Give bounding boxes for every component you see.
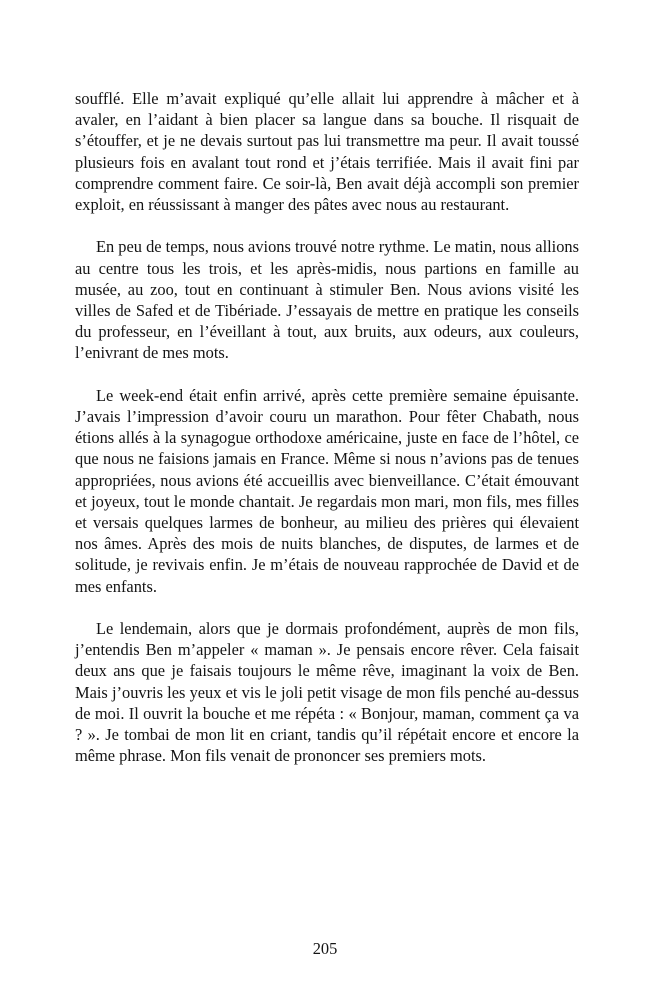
paragraph-4: Le lendemain, alors que je dormais profondément, auprès de mon fils, j’entendis Ben m’appeler « maman ». Je pensais encore rêver. Cela faisait deux ans que je faisais toujours le même rêve, imaginant la voix de Ben. Mais j’ouvris les yeux et vis le joli petit visage de mon fils penché au-dessus de moi. Il ouvrit la bouche et me répéta : « Bonjour, maman, comment ça va ? ». Je tombai de mon lit en criant, tandis qu’il répétait encore et encore la même phrase. Mon fils venait de prononcer ses premiers mots. [75, 619, 579, 766]
body-text [75, 88, 579, 788]
page-number: 205 [312, 939, 338, 958]
paragraph-3: Le week-end était enfin arrivé, après cette première semaine épuisante. J’avais l’impression d’avoir couru un marathon. Pour fêter Chabath, nous étions allés à la synagogue orthodoxe américaine, juste en face de l’hôtel, ce que nous ne faisions jamais en France. Même si nous n’avions pas de tenues appropriées, nous avions été accueillis avec bienveillance. C’était émouvant et joyeux, tout le monde chantait. Je regardais mon mari, mon fils, mes filles et versais quelques larmes de bonheur, au milieu des prières qui élevaient nos âmes. Après des mois de nuits blanches, de disputes, de larmes et de solitude, je revivais enfin. Je m’étais de nouveau rapprochée de David et de mes enfants. [75, 385, 579, 596]
paragraph-1: soufflé. Elle m’avait expliqué qu’elle allait lui apprendre à mâcher et à avaler, en l’aidant à bien placer sa langue dans sa bouche. Il risquait de s’étouffer, et je ne devais surtout pas lui transmettre ma peur. Il avait toussé plusieurs fois en avalant tout rond et j’étais terrifiée. Mais il avait fini par comprendre comment faire. Ce soir-là, Ben avait déjà accompli son premier exploit, en réussissant à manger des pâtes avec nous au restaurant. [75, 89, 579, 215]
paragraph-2: En peu de temps, nous avions trouvé notre rythme. Le matin, nous allions au centre tous les trois, et les après-midis, nous partions en famille au musée, au zoo, tout en continuant à stimuler Ben. Nous avions visité les villes de Safed et de Tibériade. J’essayais de mettre en pratique les conseils du professeur, en l’éveillant à tout, aux bruits, aux odeurs, aux couleurs, l’enivrant de mes mots. [75, 237, 579, 363]
